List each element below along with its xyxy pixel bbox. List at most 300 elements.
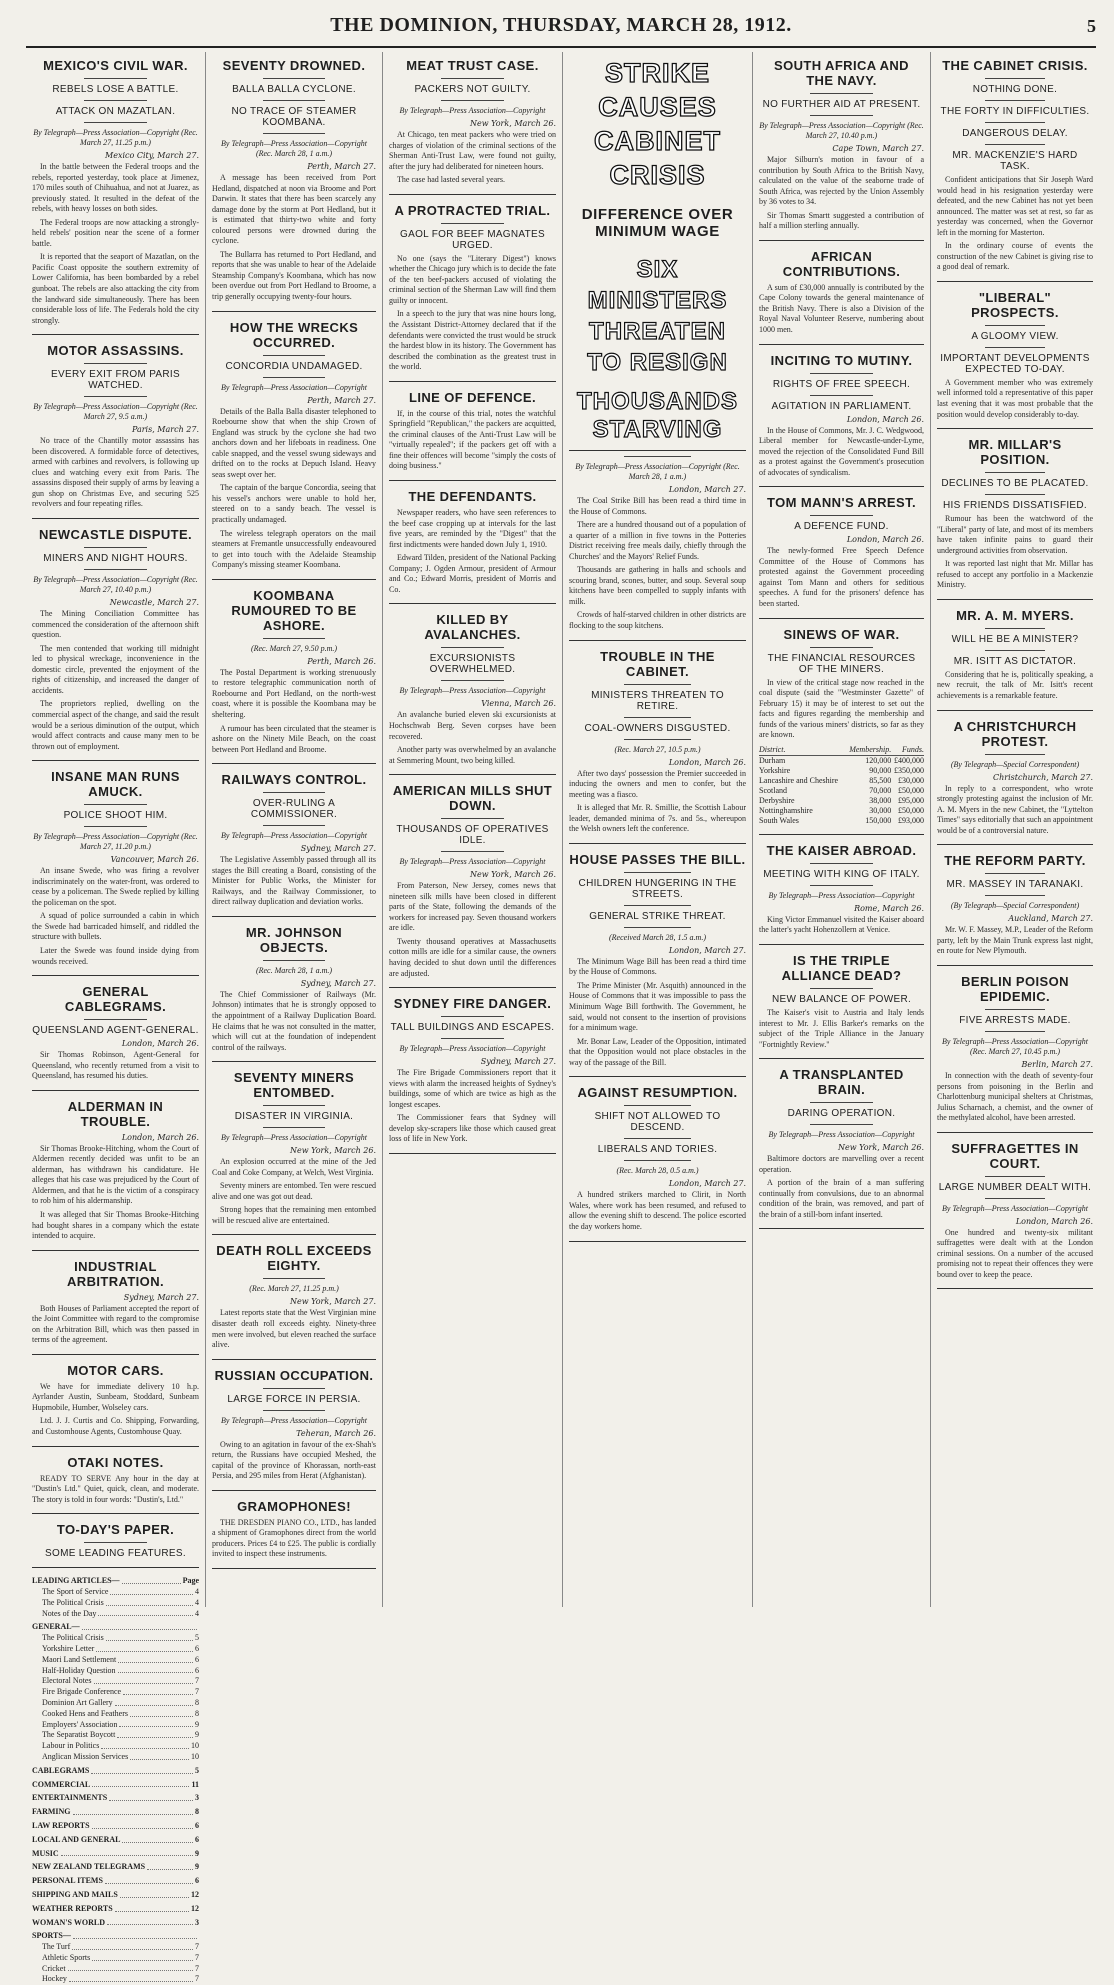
contents-leader (98, 1609, 193, 1617)
article-headline: KILLED BY AVALANCHES. (424, 612, 521, 643)
contents-leader (107, 1918, 193, 1926)
table-row (759, 786, 924, 796)
article-subhead: WILL HE BE A MINISTER? (951, 633, 1079, 645)
dateline: New York, March 26. (470, 119, 556, 128)
article-paragraph: Mr. W. F. Massey, M.P., Leader of the Reform party, left by the Main Trunk express last night, en route for New Plymouth. (937, 925, 1093, 956)
article-headline: GRAMOPHONES! (237, 1498, 351, 1514)
article-paragraph: The men contended that working till midnight led to physical wreckage, inconvenience in the domestic circle, prevented the enjoyment of the rights of citizenship, and increased the danger of accidents. (32, 643, 199, 695)
column-3 (383, 52, 563, 1607)
contents-leader (115, 1904, 189, 1912)
dateline: London, March 26. (121, 1039, 199, 1049)
article-paragraph: In view of the critical stage now reached in the coal dispute (said the "Westminster Gazette" of February 15) it may be of interest to set out the facts and figures regarding the membership and funds of the various miners' districts, so far as they are known. (759, 677, 924, 740)
contents-row (32, 1890, 199, 1901)
article-subhead: NEW BALANCE OF POWER. (771, 993, 912, 1005)
contents-page: 4 (195, 1597, 199, 1607)
article-paragraph: A sum of £30,000 annually is contributed by the Cape Colony towards the general maintenance of the British Navy. There is also a Division of the Royal Naval Volunteer Reserve, numbering about 1000 men. (759, 282, 924, 335)
article-paragraph: An avalanche buried eleven ski excursionists at Hochschwab Berg. Seven corpses have been recovered. (389, 710, 556, 741)
divider (985, 472, 1044, 473)
article-paragraph: A hundred strikers marched to Clirit, in North Wales, where work has been resumed, and refused to allow the evening shift to descend. The police escorted the day workers home. (569, 1190, 746, 1231)
article (759, 495, 924, 618)
wire-credit: By Telegraph—Press Association—Copyright (Rec. March 27, 10.40 p.m.) (759, 121, 924, 140)
article (212, 925, 376, 1062)
contents-page: 3 (195, 1793, 199, 1803)
article-subhead: QUEENSLAND AGENT-GENERAL. (32, 1025, 199, 1037)
contents-label: Half-Holiday Question (42, 1665, 116, 1675)
article-paragraph: The Postal Department is working strenuously to restore telegraphic communication north of Roebourne and Port Hedland, on the north-west coast, where it is possible the Koombana may be sheltering. (212, 667, 376, 719)
article-subhead: DARING OPERATION. (787, 1108, 896, 1120)
contents-label: MUSIC (32, 1848, 59, 1858)
article (389, 489, 556, 604)
article-subhead: PACKERS NOT GUILTY. (414, 84, 531, 95)
contents-leader (119, 1720, 193, 1728)
article-separator (937, 599, 1093, 600)
article-paragraph: It was reported last night that Mr. Millar has refused to accept any portfolio in a Mackenzie Ministry. (937, 559, 1093, 590)
article-subhead: FIVE ARRESTS MADE. (959, 1014, 1071, 1026)
contents-page: 5 (195, 1633, 199, 1643)
article (212, 58, 376, 312)
table-header-cell: Funds. (891, 744, 924, 756)
article-paragraph: It is reported that the seaport of Mazatlan, on the Pacific Coast opposite the southern extremity of Lower California, has been bombarded by a rebel gunboat. The rebels are also attacking the city from the landward side simultaneously. There has been considerable loss of life. The Federals hold the city strongly. (32, 252, 199, 325)
divider (441, 818, 504, 819)
wire-credit: By Telegraph—Press Association—Copyright (221, 831, 367, 841)
wire-credit: By Telegraph—Press Association—Copyright (399, 1044, 546, 1054)
divider (263, 78, 325, 79)
article-paragraph: READY TO SERVE Any hour in the day at "Dustin's Ltd." Quiet, quick, clean, and moderate. The story is told in four words: "Dustin's, Ltd." (32, 1473, 199, 1504)
wire-credit: By Telegraph—Press Association—Copyright (942, 1203, 1088, 1213)
divider (985, 347, 1044, 348)
article (32, 1259, 199, 1355)
article-paragraph: Seventy miners are entombed. Ten were rescued alive and one was got out dead. (212, 1181, 376, 1201)
dateline: Vancouver, March 26. (110, 855, 199, 865)
contents-page: 9 (195, 1730, 199, 1740)
article (212, 1499, 376, 1569)
divider (263, 1105, 325, 1106)
article-paragraph: The wireless telegraph operators on the mail steamers at Fremantle unsuccessfully endeavoured to get into touch with the Adelaide Steamship Company's missing steamer Koombana. (212, 528, 376, 570)
article-headline: SUFFRAGETTES IN COURT. (951, 1140, 1079, 1171)
article (569, 852, 746, 1077)
contents-label: SPORTS— (32, 1931, 71, 1941)
divider (985, 1176, 1044, 1177)
article (32, 1363, 199, 1447)
article-subhead: NOTHING DONE. (972, 84, 1058, 95)
wire-credit: (Received March 28, 1.5 a.m.) (609, 932, 706, 942)
article-separator (937, 844, 1093, 845)
article-paragraph: Both Houses of Parliament accepted the report of the Joint Committee with regard to the compromise on the Arbitration Bill, which was then passed in terms of the agreement. (32, 1303, 199, 1345)
divider (84, 122, 147, 123)
table-cell: Derbyshire (759, 796, 795, 806)
article-paragraph: Details of the Balla Balla disaster telephoned to Roebourne show that when the ship Crown of England was struck by the cyclone she had two anchors down and her lifeboats in readiness. One cable snapped, and the vessel swung sideways and drifted on to the rocks at Depuch Island. Heavy seas swept over her. (212, 406, 376, 479)
table-row (759, 806, 924, 816)
article-subhead: MR. MASSEY IN TARANAKI. (946, 879, 1084, 891)
divider (810, 1102, 873, 1103)
dateline: Perth, March 27. (307, 395, 376, 405)
divider (624, 927, 691, 928)
article-paragraph: The Bullarra has returned to Port Hedland, and reports that she was unable to hear of the Adelaide Steamship Company's Koombana, which has now been overdue out from Port Hedland to Broome, a trip generally occupying twenty-four hours. (212, 249, 376, 302)
article-headline: THE CABINET CRISIS. (942, 58, 1088, 73)
divider (624, 739, 691, 740)
contents-label: LAW REPORTS (32, 1820, 90, 1830)
article-paragraph: The proprietors replied, dwelling on the commercial aspect of the change, and said the result would be a serious diminution of the output, which would affect contracts and cause many men to be thrown out of employment. (32, 699, 199, 751)
article-separator (389, 381, 556, 382)
article-paragraph: From Paterson, New Jersey, comes news that nineteen silk mills have been closed in different parts of the State, following the demands of the workers for increased pay. Seven thousand workers are idle. (389, 881, 556, 933)
divider (624, 1160, 691, 1161)
article-subhead: SHIFT NOT ALLOWED TO DESCEND. (594, 1111, 721, 1134)
article (389, 390, 556, 481)
divider (624, 1138, 691, 1139)
contents-row (32, 1633, 199, 1644)
article-headline: SOUTH AFRICA AND THE NAVY. (774, 58, 909, 88)
dateline: New York, March 27. (290, 1297, 376, 1307)
contents-row (32, 1793, 199, 1804)
article-paragraph: Major Silburn's motion in favour of a contribution by South Africa to the British Navy, calculated on the value of the seaborne trade of South Africa, was rejected by the Union Assembly by 36 votes to 34. (759, 155, 924, 207)
article (32, 769, 199, 976)
contents-page: 9 (195, 1719, 199, 1729)
divider (624, 905, 691, 906)
dateline: Sydney, March 27. (123, 1292, 199, 1302)
contents-label: The Political Crisis (42, 1597, 104, 1607)
article-separator (389, 603, 556, 604)
article-paragraph: A Government member who was extremely well informed told a representative of this paper last evening that it was most probable that the position would develop considerably to-day. (937, 377, 1093, 419)
article-headline: THE DEFENDANTS. (408, 489, 537, 505)
dateline: Cape Town, March 27. (832, 144, 924, 153)
article-paragraph: Strong hopes that the remaining men entombed will be rescued alive are entertained. (212, 1205, 376, 1225)
article-paragraph: The Commissioner fears that Sydney will develop sky-scrapers like those which caused great loss of life in New York. (389, 1113, 556, 1144)
divider (84, 804, 147, 805)
divider (441, 647, 504, 648)
article-headline: HOUSE PASSES THE BILL. (569, 851, 746, 867)
article-separator (759, 834, 924, 835)
dateline: London, March 26. (1015, 1216, 1093, 1226)
divider (624, 872, 691, 873)
wire-credit: By Telegraph—Press Association—Copyright (768, 1130, 915, 1140)
article-subhead: NO TRACE OF STEAMER KOOMBANA. (231, 106, 357, 128)
contents-row (32, 1974, 199, 1985)
article-separator (937, 1288, 1093, 1289)
wire-credit: By Telegraph—Press Association—Copyright (Rec. March 28, 1 a.m.) (575, 462, 740, 481)
article-headline: OTAKI NOTES. (67, 1454, 164, 1470)
divider (84, 547, 147, 548)
article-headline: GENERAL CABLEGRAMS. (64, 984, 167, 1015)
table-cell: 90,000 (869, 766, 892, 776)
dateline: London, March 27. (668, 945, 746, 955)
article-subhead: LARGE FORCE IN PERSIA. (227, 1393, 361, 1405)
article (759, 249, 924, 345)
article-paragraph: Crowds of half-starved children in other districts are flocking to the soup kitchens. (569, 610, 746, 631)
contents-leader (130, 1709, 193, 1717)
article-separator (759, 486, 924, 487)
table-cell: £95,000 (898, 796, 924, 806)
contents-page: Page (182, 1576, 199, 1586)
article-paragraph: No one (says the "Literary Digest") knows whether the Chicago jury which is to decide the fate of the ten beef-packers accused of violating the criminal section of the Sherman Law will find them guilty or innocent. (389, 253, 556, 305)
article-paragraph: Edward Tilden, president of the National Packing Company; J. Ogden Armour, president of Armour and Co.; Edward Morris, president of Morris and Co. (389, 553, 556, 594)
article-separator (759, 344, 924, 345)
banner-subhead: DIFFERENCE OVER MINIMUM WAGE (581, 206, 734, 240)
article (212, 772, 376, 917)
table-row (759, 755, 924, 766)
contents-row (32, 1835, 199, 1846)
article-paragraph: The Fire Brigade Commissioners report that it views with alarm the increased heights of Sydney's buildings, some of which are twice as high as the longest escapes. (389, 1068, 556, 1109)
dateline: Newcastle, March 27. (109, 598, 199, 608)
divider (263, 638, 325, 639)
contents-row (32, 1730, 199, 1741)
article-separator (212, 579, 376, 580)
article-paragraph: There are a hundred thousand out of a population of a quarter of a million in five towns in the Potteries District receiving free meals daily, chiefly through the Churches' and the Mayors' Relief Funds. (569, 520, 746, 561)
contents-page: 8 (195, 1708, 199, 1718)
contents-row (32, 1709, 199, 1720)
table-cell: Durham (759, 756, 786, 766)
article-subhead: IMPORTANT DEVELOPMENTS EXPECTED TO-DAY. (940, 352, 1090, 375)
article (937, 58, 1093, 282)
article-separator (569, 843, 746, 844)
divider (985, 100, 1044, 101)
article-subhead: CHILDREN HUNGERING IN THE STREETS. (578, 877, 737, 900)
article-paragraph: Sir Thomas Brooke-Hitching, whom the Court of Aldermen recently decided was unfit to be an alderman, has withdrawn his candidature. He alleges that his case was prejudiced by the Court of Aldermen, and that he is the victim of a conspiracy to rob him of his aldermanship. (32, 1143, 199, 1206)
contents-page: 6 (195, 1665, 199, 1675)
article (212, 588, 376, 764)
column-6-articles (937, 58, 1093, 1289)
contents-label: Yorkshire Letter (42, 1643, 95, 1653)
divider (985, 1031, 1044, 1032)
dateline: New York, March 26. (838, 1143, 924, 1153)
article-headline: NEWCASTLE DISPUTE. (38, 527, 193, 543)
contents-row (32, 1904, 199, 1915)
article-separator (389, 774, 556, 775)
article-separator (32, 760, 199, 761)
contents-row (32, 1849, 199, 1860)
article (32, 527, 199, 761)
article-separator (937, 281, 1093, 282)
dateline: London, March 26. (846, 535, 924, 545)
wire-credit: By Telegraph—Press Association—Copyright (Rec. March 27, 11.20 p.m.) (33, 832, 198, 852)
contents-leader (110, 1587, 193, 1595)
article-subhead: SOME LEADING FEATURES. (45, 1548, 186, 1560)
contents-row (32, 1676, 199, 1687)
table-cell: 120,000 (865, 756, 892, 766)
contents-row (32, 1931, 199, 1942)
article-subhead: BALLA BALLA CYCLONE. (232, 84, 356, 95)
contents-leader (73, 1931, 197, 1939)
article-separator (212, 763, 376, 764)
article-paragraph: A rumour has been circulated that the steamer is ashore on the Ninety Mile Beach, on the coast between Port Hedland and Broome. (212, 723, 376, 754)
divider (810, 863, 873, 864)
article-paragraph: No trace of the Chantilly motor assassins has been discovered. A formidable force of detectives, armed with carbines and revolvers, is following up clues and watching every exit from Paris. The assassins disposed their supply of arms by leaving a gun shop on Christmas Eve, and securing 525 revolvers and four repeating rifles. (32, 436, 199, 509)
divider (985, 494, 1044, 495)
article-paragraph: Later the Swede was found inside dying from wounds received. (32, 945, 199, 966)
wire-credit: By Telegraph—Press Association—Copyright (399, 857, 546, 867)
divider (263, 1127, 325, 1128)
divider (810, 988, 873, 989)
article-separator (759, 1228, 924, 1229)
article-paragraph: The case had lasted several years. (397, 175, 505, 185)
wire-credit: (By Telegraph—Special Correspondent) (950, 901, 1080, 911)
contents-leader (96, 1644, 193, 1652)
article (32, 1522, 199, 1568)
article-paragraph: The Legislative Assembly passed through all its stages the Bill creating a Board, consisting of the Minister for Public Works, the Minister for Railways, and the Railway Commissioner, to direct railway duplication and deviation works. (212, 855, 376, 907)
article-separator (32, 1567, 199, 1568)
dateline: London, March 26. (668, 757, 746, 767)
wire-credit: By Telegraph—Press Association—Copyright (221, 1133, 367, 1143)
dateline: London, March 27. (668, 1179, 746, 1189)
contents-label: WOMAN'S WORLD (32, 1917, 105, 1927)
table-row (759, 776, 924, 786)
article-paragraph: In the House of Commons, Mr. J. C. Wedgwood, Liberal member for Newcastle-under-Lyme, moved the rejection of the Consolidated Fund Bill as a protest against the Government's prosecution of advocates of syndicalism. (759, 425, 924, 477)
table-cell: £50,000 (898, 806, 924, 816)
contents-leader (120, 1890, 189, 1898)
article (569, 1085, 746, 1241)
article-separator (389, 987, 556, 988)
wire-credit: By Telegraph—Press Association—Copyright (399, 106, 546, 115)
article-separator (937, 1132, 1093, 1133)
dateline: Teheran, March 26. (296, 1428, 376, 1438)
divider (84, 363, 147, 364)
article-headline: AMERICAN MILLS SHUT DOWN. (392, 783, 553, 814)
article-paragraph: Baltimore doctors are marvelling over a recent operation. (759, 1154, 924, 1174)
contents-row (32, 1766, 199, 1777)
article (759, 1067, 924, 1229)
article-paragraph: An insane Swede, who was firing a revolver indiscriminately on the water-front, was ordered to cease by a policeman. The Swede replied by killing the policeman on the spot. (32, 866, 199, 907)
contents-row (32, 1741, 199, 1752)
contents-leader (123, 1687, 193, 1695)
article (212, 1070, 376, 1235)
contents-leader (106, 1598, 193, 1606)
table-cell: Scotland (759, 786, 787, 796)
contents-leader (130, 1752, 189, 1760)
article-paragraph: In a speech to the jury that was nine hours long, the Assistant District-Attorney declared that if the defendants were convicted the trust would be struck the hardest blow in its history. The Government has described the combination as the greatest trust in the world. (389, 309, 556, 372)
contents-page: 6 (195, 1834, 199, 1844)
article-paragraph: The Coal Strike Bill has been read a third time in the House of Commons. (569, 496, 746, 516)
article-separator (32, 1250, 199, 1251)
article-headline: MR. A. M. MYERS. (956, 607, 1074, 623)
article-separator (32, 1090, 199, 1091)
divider (810, 93, 873, 94)
article-headline: A TRANSPLANTED BRAIN. (779, 1067, 904, 1098)
wire-credit: By Telegraph—Press Association—Copyright (Rec. March 27, 10.45 p.m.) (942, 1036, 1088, 1056)
divider (263, 960, 325, 961)
article-headline: MOTOR ASSASSINS. (47, 343, 184, 359)
wire-credit: By Telegraph—Press Association—Copyright (768, 890, 915, 900)
table-cell: £30,000 (898, 776, 924, 786)
article-headline: SEVENTY MINERS ENTOMBED. (233, 1070, 355, 1101)
article-subhead: REBELS LOSE A BATTLE. (52, 84, 179, 95)
dateline: Sydney, March 27. (300, 978, 376, 988)
article-separator (759, 1058, 924, 1059)
article-headline: MOTOR CARS. (67, 1362, 164, 1378)
article-headline: THE KAISER ABROAD. (766, 842, 917, 858)
divider (810, 515, 873, 516)
article-paragraph: The Chief Commissioner of Railways (Mr. Johnson) intimates that he is strongly opposed to the appointment of a Railway Duplication Board. He claims that he was not consulted in the matter, which will cut at the foundation of independent control of the railways. (212, 989, 376, 1052)
article (759, 953, 924, 1059)
column-4-articles (569, 456, 746, 1242)
article-headline: ALDERMAN IN TROUBLE. (67, 1098, 164, 1129)
wire-credit: (By Telegraph—Special Correspondent) (950, 759, 1080, 769)
divider (810, 885, 873, 886)
contents-row (32, 1862, 199, 1873)
article-subhead: THOUSANDS OF OPERATIVES IDLE. (396, 824, 549, 847)
divider (985, 754, 1044, 755)
article-subhead: OVER-RULING A COMMISSIONER. (250, 798, 338, 821)
dateline: London, March 27. (668, 485, 746, 494)
table-header-cell: District. (759, 744, 845, 756)
divider (263, 792, 325, 793)
contents-label: Labour in Politics (42, 1741, 100, 1751)
column-5-articles (759, 58, 924, 1229)
contents-row (32, 1609, 199, 1620)
contents-label: Hockey (42, 1974, 67, 1984)
article-paragraph: Mr. Bonar Law, Leader of the Opposition, intimated that the Opposition would not place obstacles in the way of the passage of the Bill. (569, 1036, 746, 1067)
wire-credit: (Rec. March 27, 11.25 p.m.) (249, 1284, 339, 1294)
contents-leader (106, 1633, 193, 1641)
article-subhead: A GLOOMY VIEW. (971, 330, 1059, 342)
article-separator (32, 1354, 199, 1355)
divider (810, 1124, 873, 1125)
strike-banner (569, 56, 746, 451)
article (759, 627, 924, 835)
dateline: Vienna, March 26. (481, 699, 556, 709)
article-headline: TO-DAY'S PAPER. (56, 1522, 175, 1538)
article-subhead: TALL BUILDINGS AND ESCAPES. (390, 1022, 555, 1034)
article-paragraph: An explosion occurred at the mine of the Jed Coal and Coke Company, at Welch, West Virginia. (212, 1157, 376, 1177)
divider (624, 684, 691, 685)
article-paragraph: After two days' possession the Premier succeeded in inducing the owners and men to confer, but the meeting was a fiasco. (569, 768, 746, 799)
article-subhead: RIGHTS OF FREE SPEECH. (772, 378, 911, 390)
divider (263, 377, 325, 378)
divider (985, 78, 1044, 79)
article-subhead: THE FINANCIAL RESOURCES OF THE MINERS. (767, 652, 916, 675)
article-paragraph: Newspaper readers, who have seen references to the beef case cropping up at intervals for the last five years, are reminded by the "Digest" that the first indictments were handed down July 1, 1910. (389, 508, 556, 549)
contents-page: 6 (195, 1820, 199, 1830)
table-cell: 85,500 (869, 776, 892, 786)
article (937, 290, 1093, 429)
dateline: Mexico City, March 27. (105, 151, 199, 160)
article-headline: RUSSIAN OCCUPATION. (214, 1367, 374, 1383)
dateline: Sydney, March 27. (300, 844, 376, 854)
article-paragraph: Another party was overwhelmed by an avalanche at Semmering Mount, two being killed. (389, 745, 556, 765)
contents-row (32, 1918, 199, 1929)
article-subhead: A DEFENCE FUND. (794, 521, 889, 533)
article-headline: TOM MANN'S ARREST. (767, 495, 916, 511)
article (32, 1099, 199, 1251)
divider (624, 717, 691, 718)
article-subhead: DISASTER IN VIRGINIA. (234, 1111, 354, 1123)
divider (84, 569, 147, 570)
article-headline: SEVENTY DROWNED. (222, 58, 366, 73)
article (32, 984, 199, 1091)
article-paragraph: Twenty thousand operatives at Massachusetts cotton mills are idle for a similar cause, the owners having decided to shut down until the differences are adjusted. (389, 936, 556, 978)
article (937, 974, 1093, 1133)
article (759, 843, 924, 945)
article (569, 456, 746, 641)
contents-label: PERSONAL ITEMS (32, 1876, 103, 1886)
article-separator (32, 334, 199, 335)
contents-row (32, 1587, 199, 1598)
contents-leader (118, 1666, 193, 1674)
article-subhead: NO FURTHER AID AT PRESENT. (762, 99, 921, 110)
article-paragraph: Sir Thomas Robinson, Agent-General for Queensland, who recently returned from a visit to Queensland, has resumed his duties. (32, 1050, 199, 1081)
article-subhead: GAOL FOR BEEF MAGNATES URGED. (400, 228, 545, 251)
article-paragraph: The Prime Minister (Mr. Asquith) announced in the House of Commons that it was impossible to pass the Minimum Wage Bill forthwith. The Government, he said, would not consent to the insertion of provisions for a minimum wage. (569, 980, 746, 1033)
masthead (26, 8, 1096, 48)
dateline: Auckland, March 27. (1008, 914, 1093, 924)
article-separator (389, 1153, 556, 1154)
table-cell: £400,000 (894, 756, 924, 766)
article (32, 343, 199, 519)
contents-label: Employers' Association (42, 1719, 118, 1729)
divider (263, 825, 325, 826)
article-headline: THE REFORM PARTY. (944, 853, 1086, 869)
article-headline: AFRICAN CONTRIBUTIONS. (782, 248, 901, 279)
table-row (759, 766, 924, 776)
divider (263, 133, 325, 134)
